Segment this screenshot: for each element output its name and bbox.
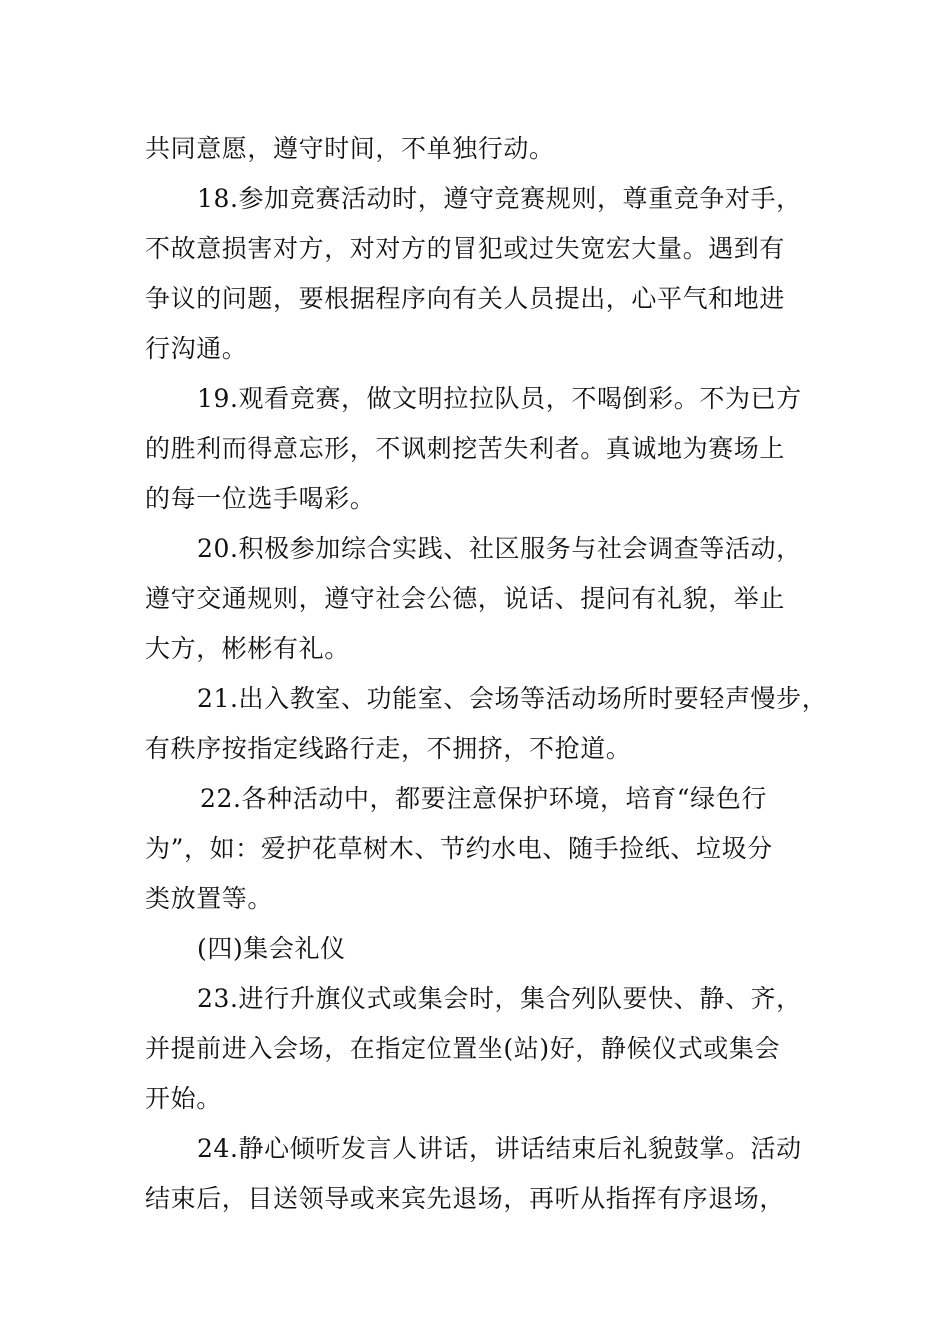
text-line: 不故意损害对方，对对方的冒犯或过失宽宏大量。遇到有 xyxy=(145,234,786,263)
text-line: 大方，彬彬有礼。 xyxy=(145,634,350,663)
text-line: 争议的问题，要根据程序向有关人员提出，心平气和地进 xyxy=(145,284,786,313)
text-line: 开始。 xyxy=(145,1084,222,1113)
text-line: 并提前进入会场，在指定位置坐(站)好，静候仪式或集会 xyxy=(145,1034,781,1063)
text-line: 22.各种活动中，都要注意保护环境，培育“绿色行 xyxy=(200,784,767,813)
text-line: 24.静心倾听发言人讲话，讲话结束后礼貌鼓掌。活动 xyxy=(197,1134,802,1163)
text-line: 21.出入教室、功能室、会场等活动场所时要轻声慢步， xyxy=(197,684,828,713)
text-line: 18.参加竞赛活动时，遵守竞赛规则，尊重竞争对手， xyxy=(197,184,802,213)
text-line: 的每一位选手喝彩。 xyxy=(145,484,376,513)
text-line: 有秩序按指定线路行走，不拥挤，不抢道。 xyxy=(145,734,632,763)
text-line: 的胜利而得意忘形，不讽刺挖苦失利者。真诚地为赛场上 xyxy=(145,434,786,463)
text-line: 19.观看竞赛，做文明拉拉队员，不喝倒彩。不为已方 xyxy=(197,384,802,413)
text-line: 结束后，目送领导或来宾先退场，再听从指挥有序退场， xyxy=(145,1184,786,1213)
text-line: 遵守交通规则，遵守社会公德，说话、提问有礼貌，举止 xyxy=(145,584,786,613)
section-heading: (四)集会礼仪 xyxy=(197,934,346,963)
text-line: 类放置等。 xyxy=(145,884,274,913)
text-line: 23.进行升旗仪式或集会时，集合列队要快、静、齐， xyxy=(197,984,802,1013)
text-line: 为”，如：爱护花草树木、节约水电、随手捡纸、垃圾分 xyxy=(145,834,773,863)
text-line: 20.积极参加综合实践、社区服务与社会调查等活动， xyxy=(197,534,802,563)
text-line: 共同意愿，遵守时间，不单独行动。 xyxy=(145,134,555,163)
text-line: 行沟通。 xyxy=(145,334,248,363)
